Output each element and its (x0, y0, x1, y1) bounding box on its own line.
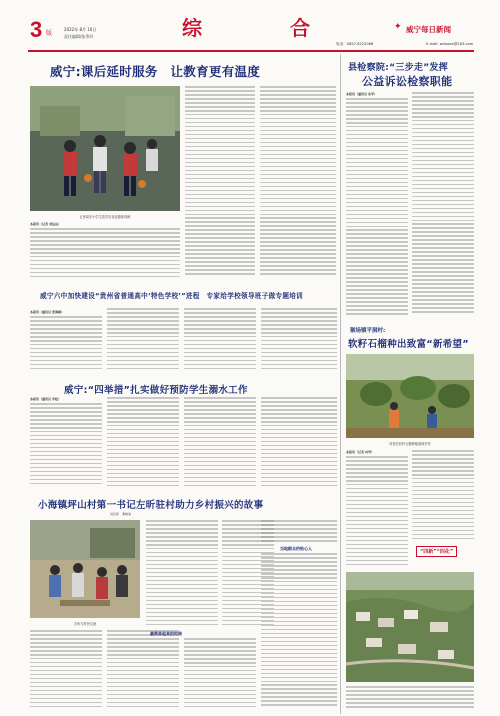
article-6-body-col2 (412, 450, 474, 542)
phone-number: 电话：0857-6222068 (336, 42, 374, 46)
article-5-kicker: 县检察院:“三步走”发挥 (348, 63, 449, 73)
article-4-body-col3 (146, 520, 218, 630)
article-3-headline: 威宁:“四举措”扎实做好预防学生溺水工作 (64, 385, 248, 396)
column-divider (340, 54, 341, 714)
article-3-byline: 本报讯（通讯员 李松） (30, 397, 62, 401)
page-number: 3 (30, 17, 43, 42)
article-4-body-col2 (107, 630, 179, 710)
section-char-left: 综 (182, 16, 202, 40)
editor-credit: 责任编辑/张季玲 (64, 34, 94, 39)
article-2-body-col2 (107, 308, 179, 374)
article-4-body-col6 (261, 520, 337, 544)
four-new-badge: “四新”“四化” (416, 546, 457, 557)
article-2-body-col1 (30, 316, 102, 374)
article-4-body-col1 (30, 630, 102, 710)
subhead-simple-days: 最简单起来的时候 (150, 631, 182, 636)
article-2-body-col3 (184, 308, 256, 374)
page-suffix: 版 (46, 30, 53, 37)
basketball-photo-caption: 五里岗完小学生放学后参加篮球训练 (79, 215, 131, 219)
email-address: E-mail: wdxwzx@163.com (426, 42, 474, 46)
article-1-byline: 本报讯（记者 刘丛丛） (30, 222, 62, 226)
article-6-headline: 软籽石榴种出致富“新希望” (348, 339, 469, 350)
article-2-headline: 威宁六中加快建设“贵州省普通高中‘特色学校’”进程 专家给学校领导班子做专题培训 (40, 292, 304, 300)
village-photo-caption: 左昕与村民交流 (73, 622, 97, 626)
article-6-caption-text (346, 686, 474, 712)
basketball-photo (30, 86, 180, 211)
section-char-right: 合 (290, 16, 310, 40)
article-1-headline: 威宁:课后延时服务 让教育更有温度 (50, 64, 261, 79)
article-2-body-col4 (261, 308, 337, 374)
article-1-body-col3 (260, 86, 336, 278)
article-1-body-col1 (30, 228, 180, 280)
article-1-body-col2 (185, 86, 255, 278)
masthead-star-icon: ✦ (394, 22, 402, 32)
header-rule (28, 50, 474, 52)
article-6-kicker: 猴场镇平洞村: (350, 328, 386, 334)
pomegranate-photo-caption: 村民在软籽石榴种植基地劳作 (389, 442, 431, 446)
article-6-byline: 本报讯（记者 向琴） (346, 450, 375, 454)
article-5-body-col1 (346, 98, 408, 318)
village-landscape-photo (346, 572, 474, 682)
article-3-body-col2 (107, 397, 179, 489)
masthead-name: 威宁每日新闻 (406, 25, 451, 34)
article-3-body-col1 (30, 403, 102, 489)
article-2-byline: 本报讯（通讯员 张鸿梅） (30, 310, 65, 314)
article-6-body-col1 (346, 456, 408, 568)
article-5-byline: 本报讯（通讯员 朱军） (346, 92, 378, 96)
subhead-close-friend: 当地群众的贴心人 (280, 546, 312, 551)
article-3-body-col3 (184, 397, 256, 489)
village-photo (30, 520, 140, 618)
article-5-body-col2 (412, 92, 474, 318)
article-5-headline: 公益诉讼检察职能 (362, 75, 453, 88)
article-4-byline: 刘洪泽 秦晓旭 (110, 512, 132, 516)
article-4-body-col4 (184, 638, 256, 710)
page-header (0, 0, 500, 56)
article-4-headline: 小海镇坪山村第一书记左昕驻村助力乡村振兴的故事 (38, 500, 264, 511)
pomegranate-photo (346, 354, 474, 438)
article-3-body-col4 (261, 397, 337, 489)
article-4-body-col7 (261, 553, 337, 710)
issue-date: 2022年 8月 10日 (64, 27, 97, 32)
